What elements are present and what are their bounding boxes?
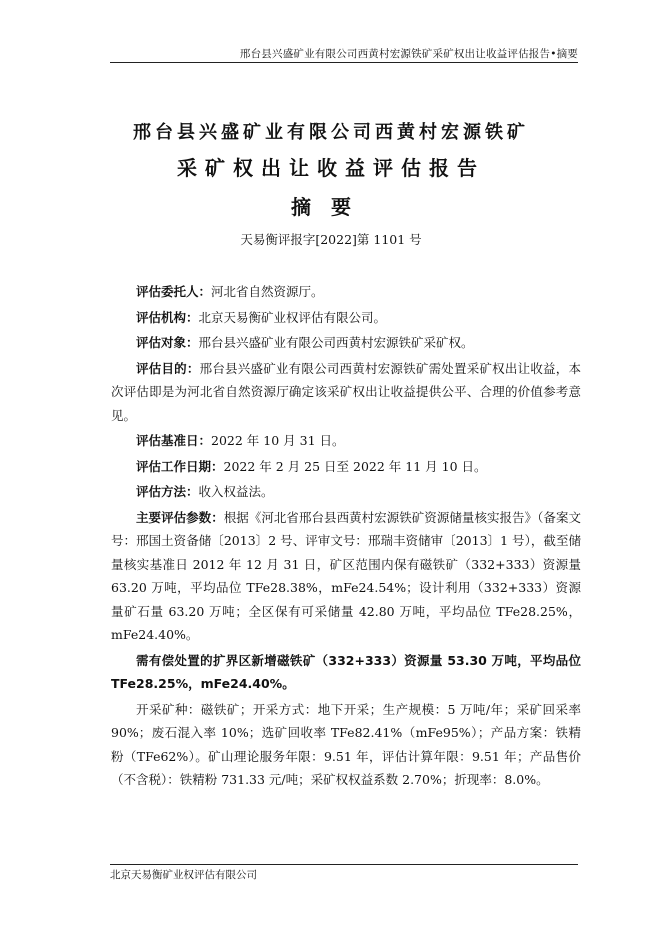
document-number: 天易衡评报字[2022]第 1101 号	[240, 232, 422, 247]
item-value: 邢台县兴盛矿业有限公司西黄村宏源铁矿采矿权。	[198, 335, 474, 350]
item-label: 评估委托人：	[136, 284, 212, 299]
report-title-company: 邢台县兴盛矿业有限公司西黄村宏源铁矿	[133, 122, 529, 143]
running-header: 邢台县兴盛矿业有限公司西黄村宏源铁矿采矿权出让收益评估报告•摘要	[239, 48, 578, 60]
item-value: 根据《河北省邢台县西黄村宏源铁矿资源储量核实报告》（备案文号：邢国土资备储〔2013〕2 号、评审文号：邢瑞丰资储审〔2013〕1 号），截至储量核实基准日 2012 年 12 月 31 日，矿区范围内保有磁铁矿（332+333）资源量 63.20 万吨，平均品位 TFe28.38%，mFe24.54%；设计利用（332+333）资源量矿石量 63.20 万吨；全区保有可采储量 42.80 万吨，平均品位 TFe28.25%，mFe24.40%。	[111, 509, 581, 642]
item-value: 2022 年 10 月 31 日。	[211, 433, 345, 448]
item-purpose	[111, 357, 581, 428]
item-client	[111, 280, 581, 304]
item-label: 评估机构：	[136, 309, 199, 325]
item-label: 评估基准日：	[136, 433, 212, 448]
highlight-paragraph: 需有偿处置的扩界区新增磁铁矿（332+333）资源量 53.30 万吨，平均品位 TFe28.25%，mFe24.40%。	[111, 652, 581, 691]
item-method	[111, 480, 581, 504]
item-value: 河北省自然资源厅。	[211, 284, 324, 299]
item-object	[111, 331, 581, 355]
header-divider	[110, 62, 578, 63]
item-work-period	[111, 455, 581, 479]
item-value: 邢台县兴盛矿业有限公司西黄村宏源铁矿需处置采矿权出让收益，本次评估即是为河北省自然资源厅确定该采矿权出让收益提供公平、合理的价值参考意见。	[111, 360, 581, 423]
item-label: 评估方法：	[136, 484, 199, 499]
item-params	[111, 506, 581, 647]
footer-company: 北京天易衡矿业权评估有限公司	[110, 869, 257, 881]
report-title-main: 采矿权出让收益评估报告	[177, 156, 485, 180]
item-label: 评估对象：	[136, 335, 199, 350]
item-value: 北京天易衡矿业权评估有限公司。	[198, 309, 387, 325]
item-value: 2022 年 2 月 25 日至 2022 年 11 月 10 日。	[223, 458, 487, 474]
footer-divider	[110, 864, 578, 865]
item-base-date	[111, 429, 581, 453]
item-label: 评估工作日期：	[136, 458, 224, 474]
report-title-abstract: 摘要	[291, 195, 371, 219]
abstract-body	[111, 280, 581, 792]
item-label: 评估目的：	[136, 360, 200, 376]
item-agency	[111, 306, 581, 330]
item-label: 主要评估参数：	[136, 509, 224, 525]
item-value: 收入权益法。	[198, 484, 274, 499]
technical-paragraph: 开采矿种：磁铁矿；开采方式：地下开采；生产规模：5 万吨/年；采矿回采率 90%；废石混入率 10%；选矿回收率 TFe82.41%（mFe95%）；产品方案：铁精粉（TFe62%）。矿山理论服务年限：9.51 年，评估计算年限：9.51 年；产品售价（不含税）：铁精粉 731.33 元/吨；采矿权权益系数 2.70%；折现率：8.0%。	[111, 701, 581, 787]
